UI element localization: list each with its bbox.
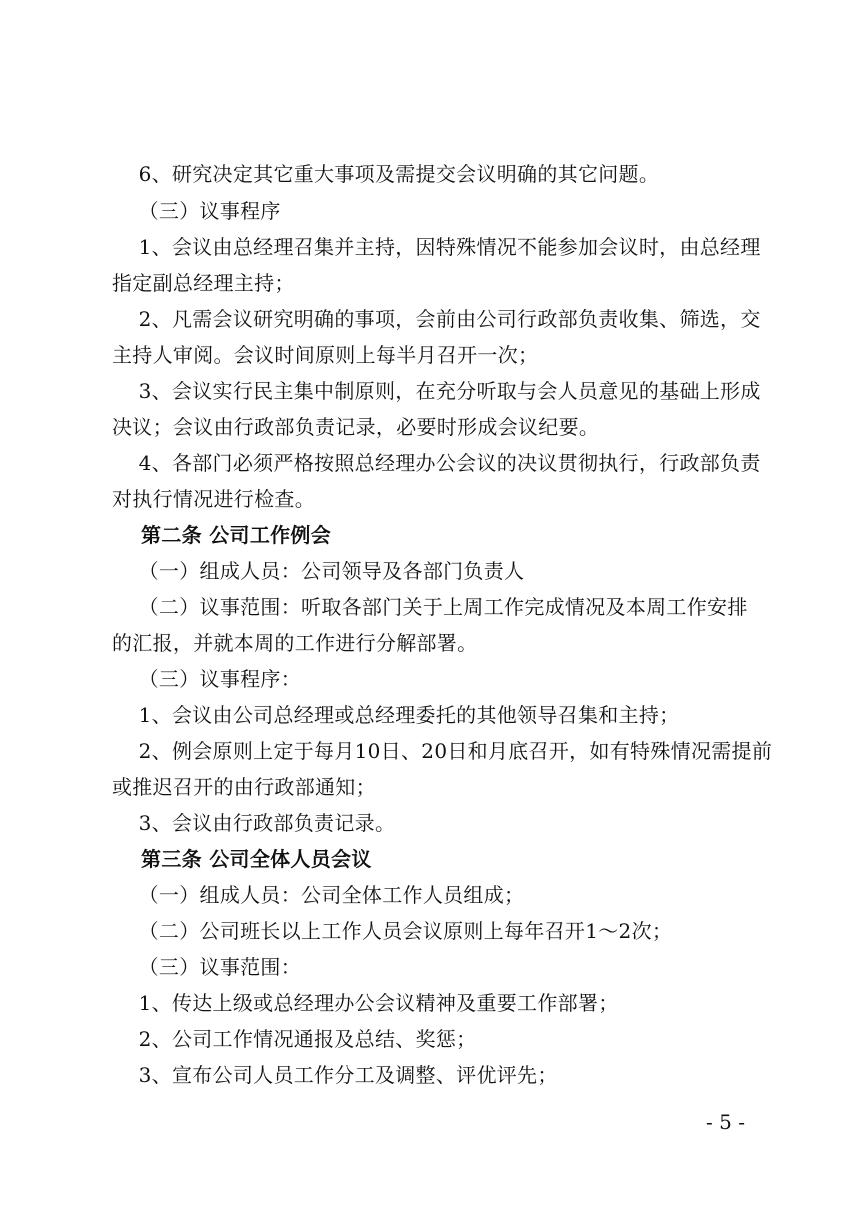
body-line: （二）公司班长以上工作人员会议原则上每年召开1～2次； — [112, 919, 673, 943]
section-subheading: （三）议事范围： — [112, 955, 302, 979]
body-line: 或推迟召开的由行政部通知； — [112, 775, 376, 799]
body-line: 3、会议实行民主集中制原则，在充分听取与会人员意见的基础上形成 — [112, 379, 761, 403]
body-line: 决议；会议由行政部负责记录，必要时形成会议纪要。 — [112, 415, 600, 439]
body-line: 2、凡需会议研究明确的事项，会前由公司行政部负责收集、筛选，交 — [112, 307, 761, 331]
body-line: 的汇报，并就本周的工作进行分解部署。 — [112, 631, 478, 655]
body-line: 3、会议由行政部负责记录。 — [112, 811, 396, 835]
body-line: （二）议事范围：听取各部门关于上周工作完成情况及本周工作安排 — [112, 595, 748, 619]
body-line: 2、公司工作情况通报及总结、奖惩； — [112, 1027, 477, 1051]
body-line: 1、会议由公司总经理或总经理委托的其他领导召集和主持； — [112, 703, 680, 727]
section-subheading: （三）议事程序： — [112, 667, 302, 691]
body-line: 2、例会原则上定于每月10日、20日和月底召开，如有特殊情况需提前 — [112, 739, 773, 763]
body-line: 6、研究决定其它重大事项及需提交会议明确的其它问题。 — [112, 162, 660, 186]
section-subheading: （三）议事程序 — [112, 199, 281, 223]
body-line: （一）组成人员：公司领导及各部门负责人 — [112, 559, 525, 583]
article-heading: 第三条 公司全体人员会议 — [112, 847, 372, 871]
page-number: - 5 - — [706, 1110, 745, 1134]
body-line: （一）组成人员：公司全体工作人员组成； — [112, 883, 525, 907]
body-line: 主持人审阅。会议时间原则上每半月召开一次； — [112, 343, 539, 367]
body-line: 指定副总经理主持； — [112, 271, 295, 295]
body-line: 3、宣布公司人员工作分工及调整、评优评先； — [112, 1063, 558, 1087]
body-line: 1、会议由总经理召集并主持，因特殊情况不能参加会议时，由总经理 — [112, 235, 761, 259]
body-line: 1、传达上级或总经理办公会议精神及重要工作部署； — [112, 991, 619, 1015]
body-line: 4、各部门必须严格按照总经理办公会议的决议贯彻执行，行政部负责 — [112, 451, 761, 475]
body-line: 对执行情况进行检查。 — [112, 487, 315, 511]
article-heading: 第二条 公司工作例会 — [112, 523, 332, 547]
